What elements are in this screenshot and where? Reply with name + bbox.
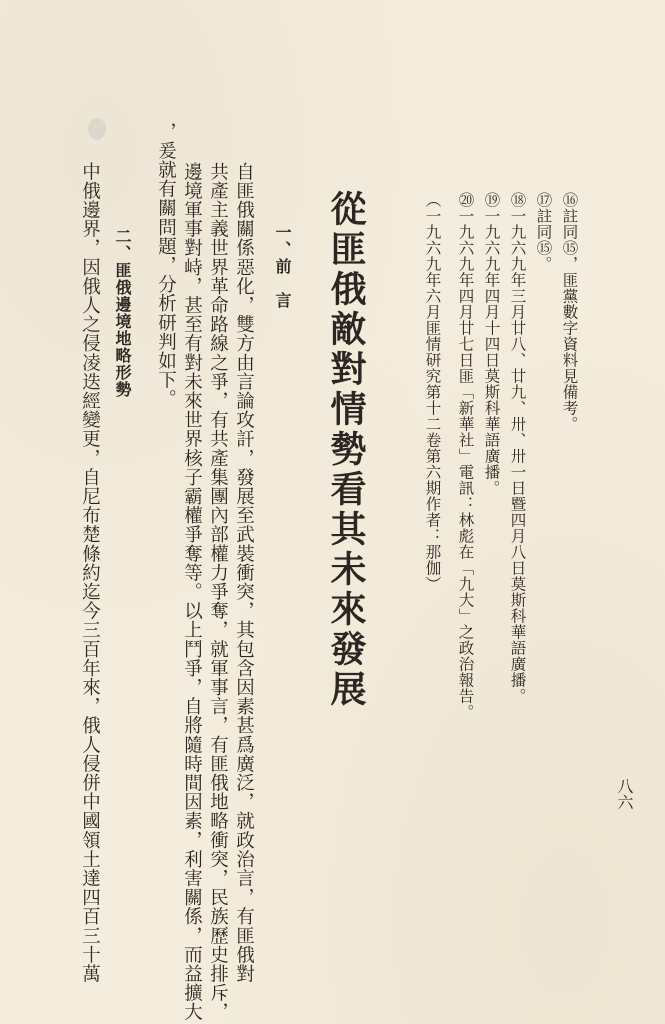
footnote-20: ⑳一九六九年四月廿七日匪「新華社」電訊：林彪在「九大」之政治報告。: [456, 192, 475, 720]
body-line: 共產主義世界革命路線之爭，有共產集團內部權力爭奪，就軍事言，有匪俄地略衝突，民族歷史排斥，: [207, 162, 229, 1022]
scan-smudge: [88, 118, 106, 140]
body-line: ，爰就有關問題，分析研判如下。: [155, 122, 177, 409]
section-heading-1: 一、前 言: [273, 224, 292, 309]
footnote-16: ⑯註同⑮，匪黨數字資料見備考。: [560, 192, 579, 432]
body-line: 自匪俄關係惡化，雙方由言論攻訐，發展至武裝衝突，其包含因素甚爲廣泛，就政治言，有匪俄對: [233, 162, 255, 984]
article-title: 從匪俄敵對情勢看其未來發展: [325, 190, 367, 710]
section-heading-2: 二、匪俄邊境地略形勢: [113, 228, 132, 398]
body-line: 中俄邊界，因俄人之侵凌迭經變更，自尼布楚條約迄今三百年來，俄人侵併中國領土達四百三十萬: [79, 162, 101, 984]
footnote-17: ⑰註同⑮。: [534, 192, 553, 272]
source-note: （一九六九年六月匪情研究第十二卷第六期作者：那伽）: [423, 192, 442, 592]
page-number: 八六: [615, 778, 634, 810]
footnote-18: ⑱一九六九年三月廿八、廿九、卅、卅一日暨四月八日莫斯科華語廣播。: [508, 192, 527, 704]
body-line: 邊境軍事對峙，甚至有對未來世界核子霸權爭奪等。以上鬥爭，自將隨時間因素，利害關係，而益擴大: [181, 162, 203, 1022]
footnote-19: ⑲一九六九年四月十四日莫斯科華語廣播。: [482, 192, 501, 496]
